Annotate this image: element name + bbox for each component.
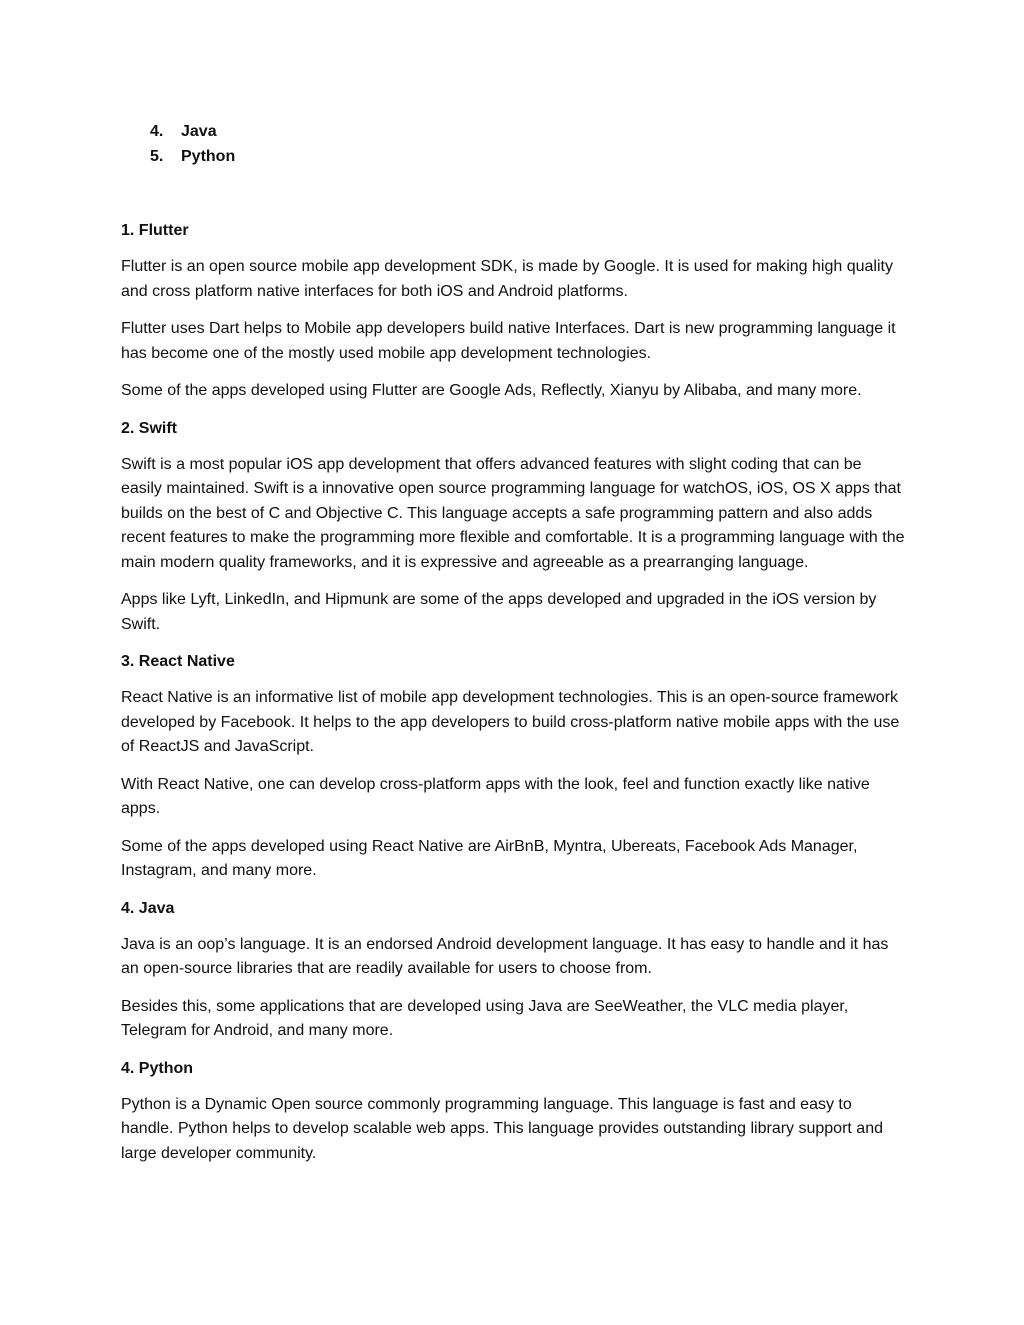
section-heading: 4. Python (121, 1059, 194, 1077)
document-page (121, 119, 906, 1179)
paragraph: Flutter is an open source mobile app development SDK, is made by Google. It is used for making high quality and cross platform native interfaces for both iOS and Android platforms. (121, 258, 893, 300)
list-label: Python (181, 148, 236, 165)
section-python (121, 1057, 906, 1167)
list-label: Java (181, 123, 217, 140)
spacer (121, 169, 906, 219)
section-heading: 3. React Native (121, 653, 235, 670)
paragraph: Some of the apps developed using React Native are AirBnB, Myntra, Ubereats, Facebook Ads Manager, Instagram, and many more. (121, 837, 858, 879)
paragraph: Some of the apps developed using Flutter are Google Ads, Reflectly, Xianyu by Alibaba, and many more. (121, 382, 862, 399)
paragraph: Python is a Dynamic Open source commonly programming language. This language is fast and easy to handle. Python helps to develop scalable web apps. This language provides outstanding library support and large developer community. (121, 1095, 883, 1162)
list-item (121, 119, 906, 144)
paragraph: Flutter uses Dart helps to Mobile app developers build native Interfaces. Dart is new programming language it has become one of the mostly used mobile app development technologies. (121, 320, 896, 362)
paragraph: With React Native, one can develop cross-platform apps with the look, feel and function exactly like native apps. (121, 775, 870, 817)
paragraph: Besides this, some applications that are developed using Java are SeeWeather, the VLC media player, Telegram for Android, and many more. (121, 997, 849, 1039)
section-react-native (121, 650, 906, 884)
paragraph: Apps like Lyft, LinkedIn, and Hipmunk are some of the apps developed and upgraded in the iOS version by Swift. (121, 591, 877, 633)
section-heading: 2. Swift (121, 419, 178, 437)
list-number: 4. (150, 123, 164, 140)
paragraph: React Native is an informative list of mobile app development technologies. This is an open-source framework developed by Facebook. It helps to the app developers to build cross-platform native mobile apps with the use of ReactJS and JavaScript. (121, 689, 900, 755)
paragraph: Swift is a most popular iOS app development that offers advanced features with slight coding that can be easily maintained. Swift is a innovative open source programming language for watchOS, iOS, OS X apps that builds on the best of C and Objective C. This language accepts a safe programming pattern and also adds recent features to make the programming more flexible and comfortable. It is a programming language with the main modern quality frameworks, and it is expressive and agreeable as a prearranging language. (121, 455, 905, 571)
list-item (121, 144, 906, 169)
section-heading: 1. Flutter (121, 222, 189, 239)
section-java (121, 897, 906, 1044)
list-number: 5. (150, 148, 164, 165)
section-flutter (121, 219, 906, 404)
section-swift (121, 417, 906, 638)
paragraph: Java is an oop’s language. It is an endorsed Android development language. It has easy to handle and it has an open-source libraries that are readily available for users to choose from. (121, 935, 889, 977)
numbered-list (121, 119, 906, 169)
section-heading: 4. Java (121, 899, 175, 917)
